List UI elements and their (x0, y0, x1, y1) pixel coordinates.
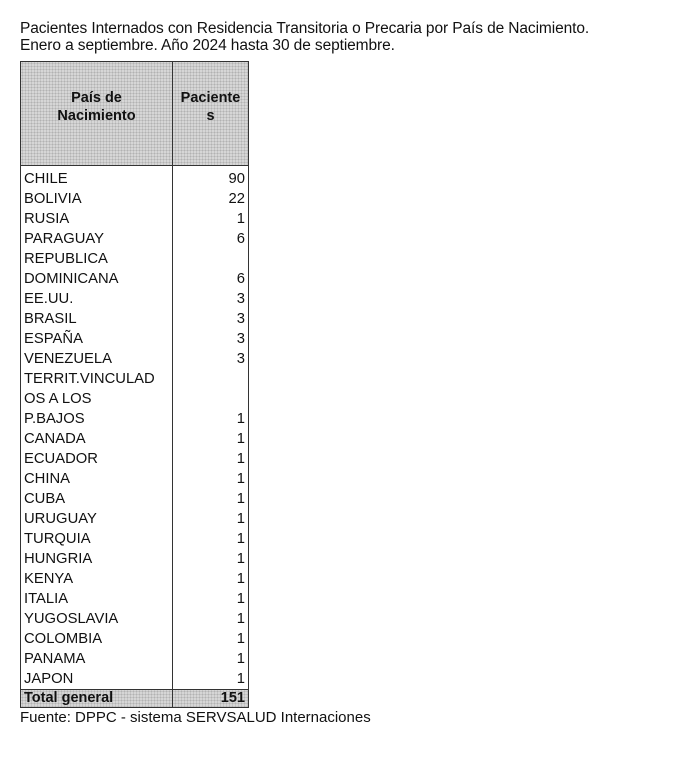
country-cell: CHINA (24, 471, 71, 487)
country-column (21, 166, 173, 689)
country-cell: CHILE (24, 171, 68, 187)
total-value: 151 (220, 690, 245, 706)
total-row (21, 689, 248, 707)
patients-cell: 3 (236, 311, 245, 327)
header-country-line-2: Nacimiento (57, 107, 136, 124)
country-cell: YUGOSLAVIA (24, 611, 119, 627)
patients-cell: 1 (236, 431, 245, 447)
country-cell: DOMINICANA (24, 271, 119, 287)
title-line-2: Enero a septiembre. Año 2024 hasta 30 de septiembre. (20, 37, 395, 54)
patients-cell: 1 (236, 631, 245, 647)
country-cell: OS A LOS (24, 391, 92, 407)
country-cell: COLOMBIA (24, 631, 103, 647)
patients-cell (173, 369, 248, 389)
patients-column (173, 166, 248, 689)
patients-cell: 6 (236, 271, 245, 287)
patients-cell (173, 249, 248, 269)
patients-cell (173, 389, 248, 409)
patients-cell: 1 (236, 571, 245, 587)
country-cell: ITALIA (24, 591, 69, 607)
country-cell: VENEZUELA (24, 351, 112, 367)
patients-cell: 1 (236, 511, 245, 527)
patients-cell: 3 (236, 351, 245, 367)
country-cell: BOLIVIA (24, 191, 82, 207)
header-patients-line-2: s (206, 107, 215, 124)
patients-cell: 90 (228, 171, 245, 187)
patients-by-country-table (20, 61, 249, 708)
country-cell: PANAMA (24, 651, 86, 667)
patients-cell: 22 (228, 191, 245, 207)
country-cell: EE.UU. (24, 291, 74, 307)
country-cell: HUNGRIA (24, 551, 93, 567)
country-cell: JAPON (24, 671, 74, 687)
country-cell: TERRIT.VINCULAD (24, 371, 155, 387)
patients-cell: 1 (236, 551, 245, 567)
patients-cell: 1 (236, 471, 245, 487)
table-header (21, 62, 248, 166)
header-country (21, 62, 173, 165)
patients-cell: 3 (236, 291, 245, 307)
patients-cell: 1 (236, 491, 245, 507)
header-country-line-1: País de (71, 89, 122, 106)
country-cell: CANADA (24, 431, 86, 447)
patients-cell: 1 (236, 211, 245, 227)
title-line-1: Pacientes Internados con Residencia Transitoria o Precaria por País de Nacimiento. (20, 20, 590, 37)
header-patients-line-1: Paciente (180, 89, 241, 106)
patients-cell: 1 (236, 411, 245, 427)
country-cell: ECUADOR (24, 451, 98, 467)
country-cell: RUSIA (24, 211, 70, 227)
patients-cell: 1 (236, 611, 245, 627)
country-cell: ESPAÑA (24, 331, 83, 347)
country-cell: BRASIL (24, 311, 77, 327)
patients-cell: 1 (236, 451, 245, 467)
country-cell: CUBA (24, 491, 66, 507)
country-cell: P.BAJOS (24, 411, 85, 427)
patients-cell: 1 (236, 591, 245, 607)
header-patients (173, 62, 248, 165)
patients-cell: 1 (236, 671, 245, 687)
document-title (20, 20, 670, 54)
country-cell: URUGUAY (24, 511, 97, 527)
country-cell: TURQUIA (24, 531, 91, 547)
patients-cell: 3 (236, 331, 245, 347)
country-cell: REPUBLICA (24, 251, 108, 267)
source-note: Fuente: DPPC - sistema SERVSALUD Internaciones (20, 709, 371, 726)
patients-cell: 1 (236, 651, 245, 667)
patients-cell: 1 (236, 531, 245, 547)
total-label: Total general (21, 690, 173, 707)
country-cell: KENYA (24, 571, 74, 587)
table-body (21, 166, 248, 689)
patients-cell: 6 (236, 231, 245, 247)
country-cell: PARAGUAY (24, 231, 105, 247)
